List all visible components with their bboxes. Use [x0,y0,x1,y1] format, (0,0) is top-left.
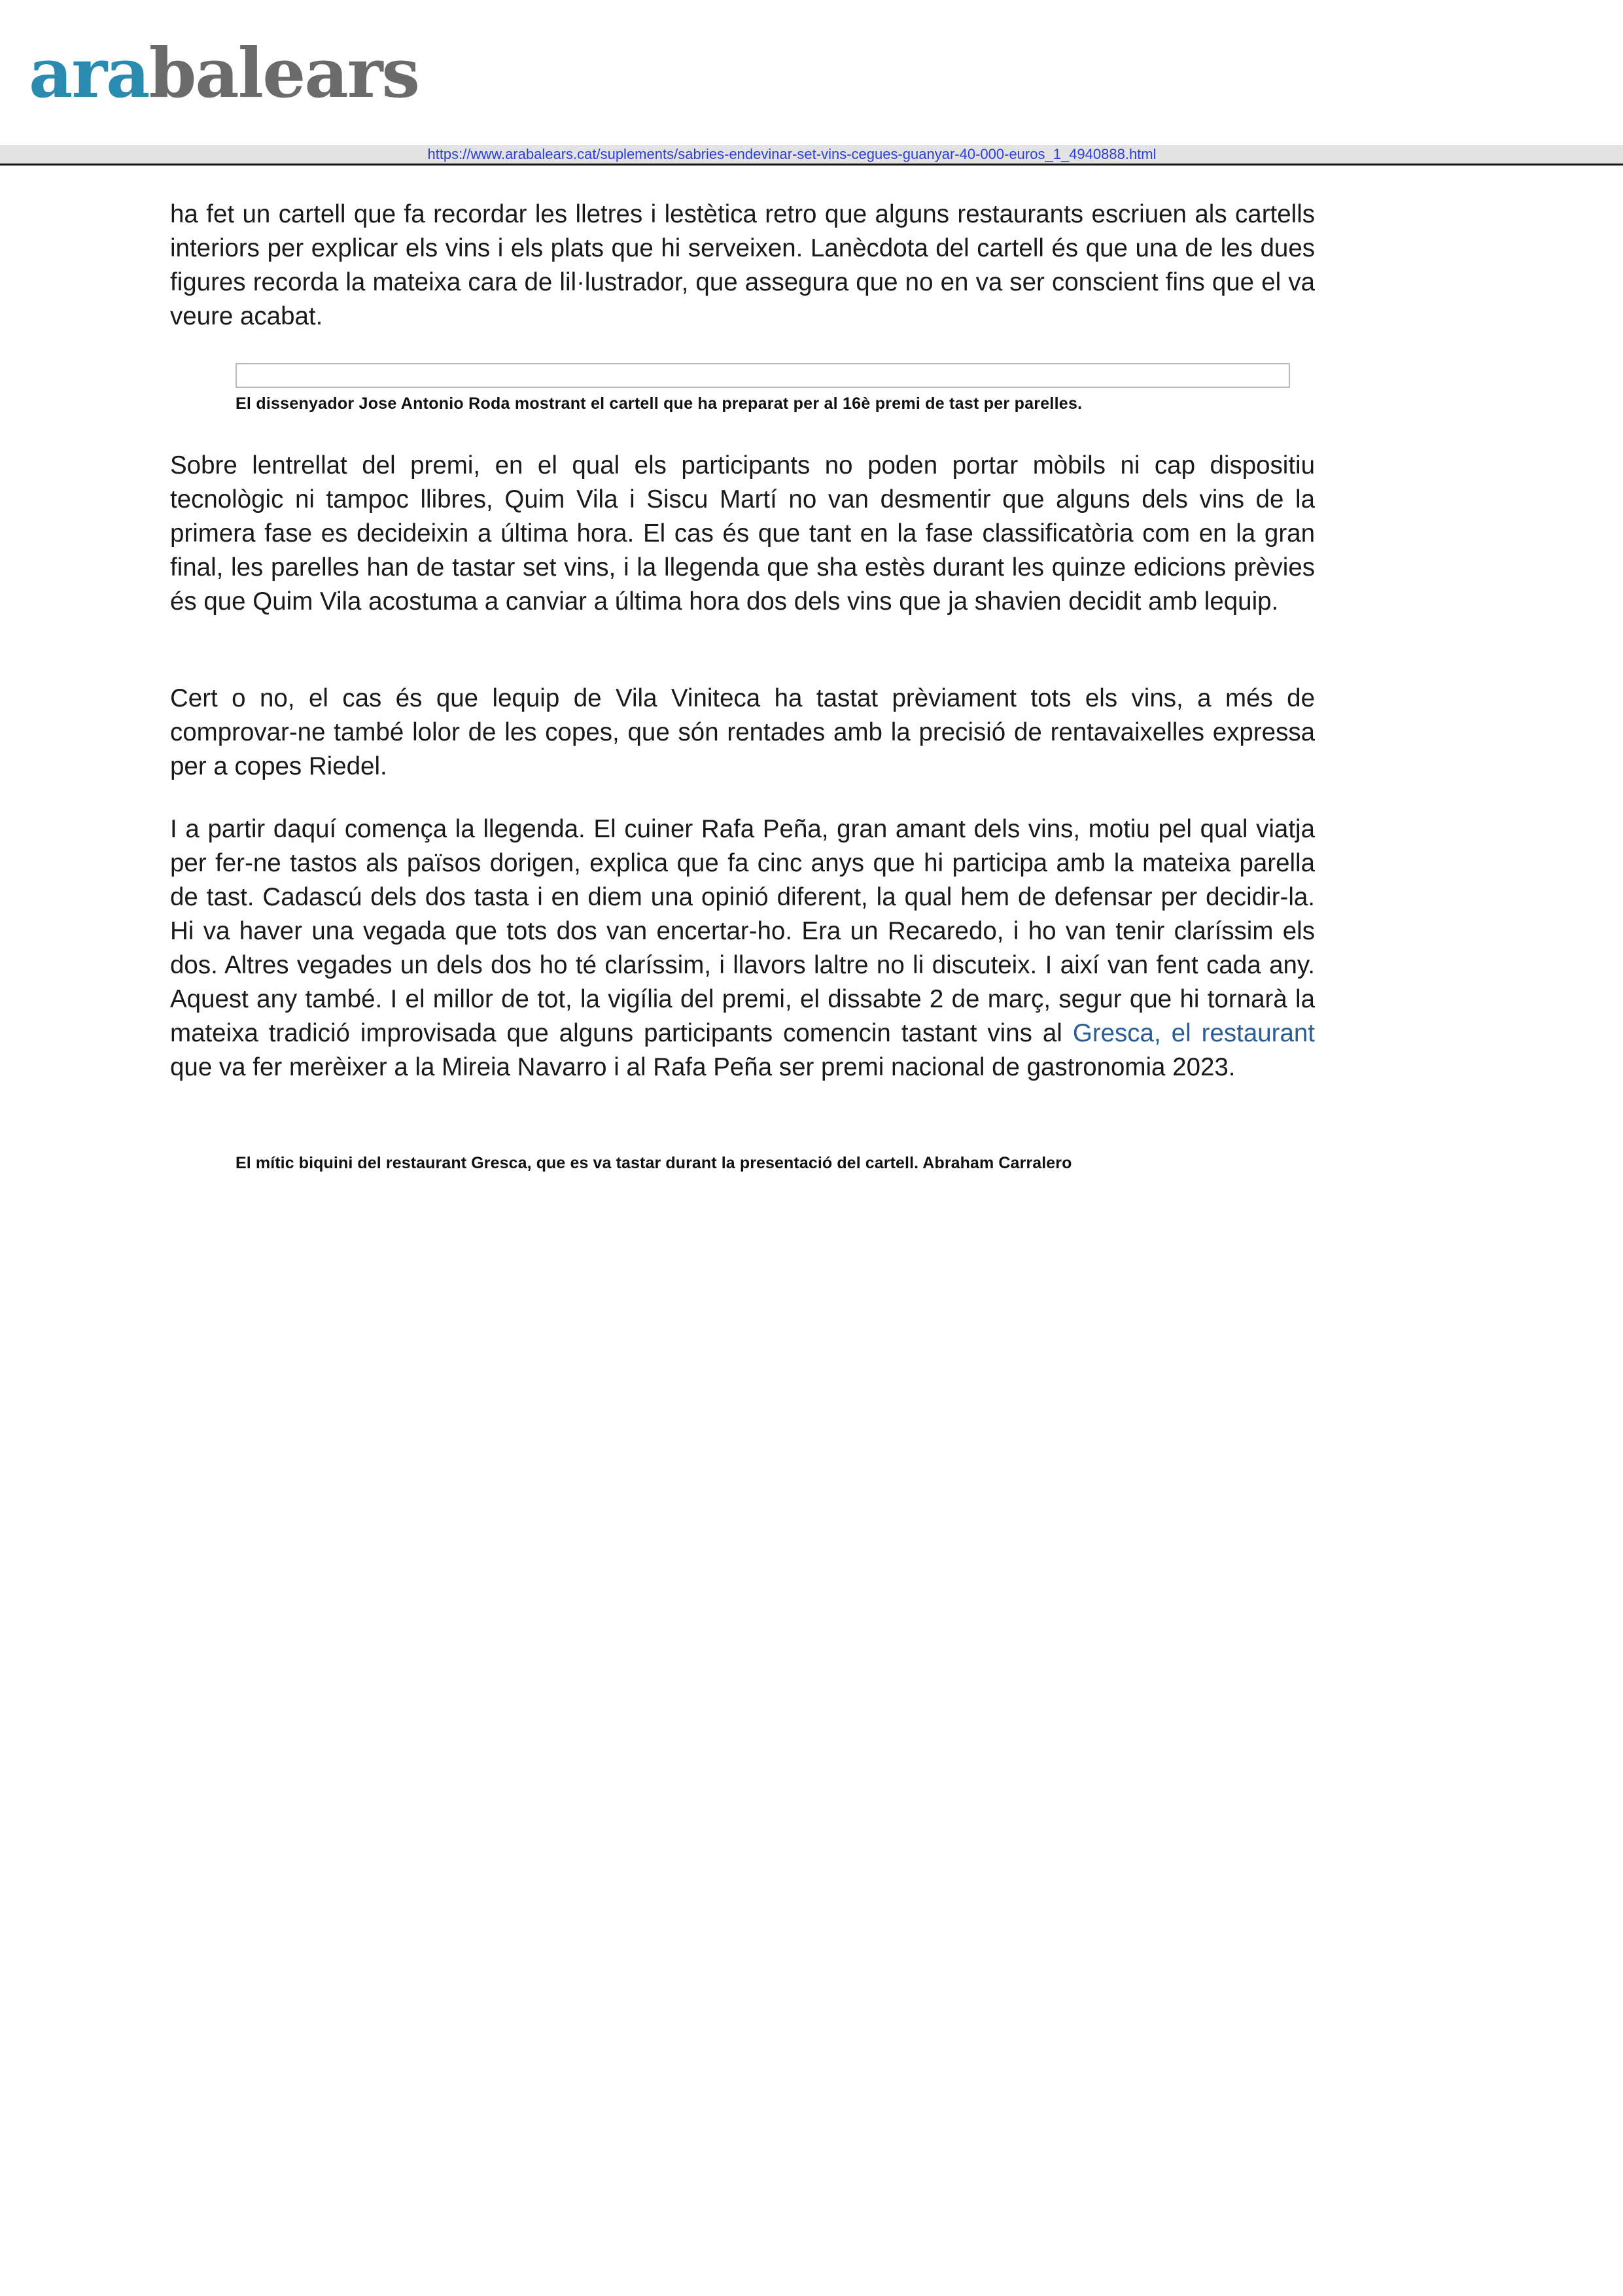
article-image-placeholder [236,363,1290,388]
article-paragraph-2: Sobre lentrellat del premi, en el qual els participants no poden portar mòbils ni cap dispositiu tecnològic ni tampoc llibres, Quim Vila i Siscu Martí no van desmentir que alguns dels vins de la primera fase es decideixin a última hora. El cas és que tant en la fase classificatòria com en la gran final, les parelles han de tastar set vins, i la llegenda que sha estès durant les quinze edicions prèvies és que Quim Vila acostuma a canviar a última hora dos dels vins que ja shavien decidit amb lequip. [170,451,1315,616]
article-paragraph-3: Cert o no, el cas és que lequip de Vila Viniteca ha tastat prèviament tots els vins, a més de comprovar-ne també lolor de les copes, que són rentades amb la precisió de rentavaixelles expressa per a copes Riedel. [170,684,1315,780]
source-url-bar [0,145,1623,165]
article-paragraph-1: ha fet un cartell que fa recordar les lletres i lestètica retro que alguns restaurants escriuen als cartells interiors per explicar els vins i els plats que hi serveixen. Lanècdota del cartell és que una de les dues figures recorda la mateixa cara de lil·lustrador, que assegura que no en va ser conscient fins que el va veure acabat. [170,200,1315,330]
logo-text-balears: balears [148,33,419,113]
article-paragraph-4 [170,812,1315,1085]
logo-text-ara: ara [29,33,149,113]
gresca-restaurant-link[interactable]: Gresca, el restaurant [1072,1019,1315,1047]
image-caption-1: El dissenyador Jose Antonio Roda mostrant el cartell que ha preparat per al 16è premi de tast per parelles. [236,394,1083,413]
paragraph-4-text-end: que va fer merèixer a la Mireia Navarro i al Rafa Peña ser premi nacional de gastronomia 2023. [170,1053,1236,1081]
source-url-link[interactable]: https://www.arabalears.cat/suplements/sabries-endevinar-set-vins-cegues-guanyar-40-000-euros_1_4940888.html [427,146,1157,162]
site-logo[interactable] [29,34,419,113]
paragraph-4-text-start: I a partir daquí comença la llegenda. El cuiner Rafa Peña, gran amant dels vins, motiu pel qual viatja per fer-ne tastos als països dorigen, explica que fa cinc anys que hi participa amb la mateixa parella de tast. Cadascú dels dos tasta i en diem una opinió diferent, la qual hem de defensar per decidir-la. Hi va haver una vegada que tots dos van encertar-ho. Era un Recaredo, i ho van tenir claríssim els dos. Altres vegades un dels dos ho té claríssim, i llavors laltre no li discuteix. I així van fent cada any. Aquest any també. I el millor de tot, la vigília del premi, el dissabte 2 de març, segur que hi tornarà la mateixa tradició improvisada que alguns participants comencin tastant vins al [170,815,1315,1047]
image-caption-2: El mític biquini del restaurant Gresca, que es va tastar durant la presentació del cartell. Abraham Carralero [236,1154,1072,1172]
